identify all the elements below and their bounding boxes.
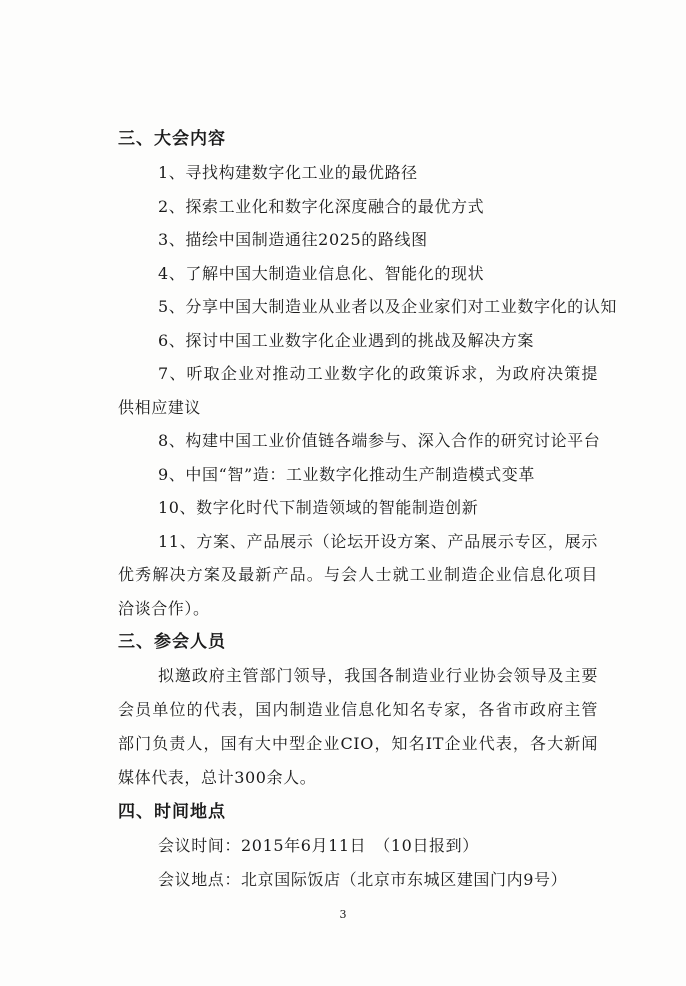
list-item: 1、寻找构建数字化工业的最优路径 [158,163,418,182]
list-item: 7、听取企业对推动工业数字化的政策诉求，为政府决策提供相应建议 [118,364,598,417]
page-number: 3 [339,908,347,921]
meeting-place-label: 会议地点： [158,870,242,889]
meeting-time-value: 2015年6月11日 [241,836,367,855]
meeting-place-line [118,863,598,897]
list-item: 6、探讨中国工业数字化企业遇到的挑战及解决方案 [158,330,534,350]
content-item-list [118,156,617,625]
attendees-paragraph: 拟邀政府主管部门领导，我国各制造业行业协会领导及主要会员单位的代表，国内制造业信息化知名专家，各省市政府主管部门负责人，国有大中型企业CIO，知名IT企业代表，各大新闻媒体代表，总计300余人。 [118,666,598,787]
meeting-time-note: （10日报到） [374,836,479,855]
list-item: 5、分享中国大制造业从业者以及企业家们对工业数字化的认知 [158,297,617,316]
meeting-time-label: 会议时间： [158,836,242,855]
list-item: 2、探索工业化和数字化深度融合的最优方式 [158,196,485,216]
section-heading-attendees: 三、参会人员 [118,632,226,652]
list-item: 9、中国“智”造：工业数字化推动生产制造模式变革 [158,464,535,484]
list-item: 8、构建中国工业价值链各端参与、深入合作的研究讨论平台 [158,431,601,450]
meeting-place-value: 北京国际饭店（北京市东城区建国门内9号） [241,870,568,889]
list-item: 11、方案、产品展示（论坛开设方案、产品展示专区，展示优秀解决方案及最新产品。与会人士就工业制造企业信息化项目洽谈合作）。 [118,531,598,618]
list-item: 4、了解中国大制造业信息化、智能化的现状 [158,263,485,283]
list-item: 10、数字化时代下制造领域的智能制造创新 [158,498,479,517]
section-heading-content: 三、大会内容 [118,129,226,149]
list-item: 3、描绘中国制造通往2025的路线图 [158,230,428,249]
page-content [118,122,617,897]
meeting-time-line [118,829,598,863]
section-heading-time-place: 四、时间地点 [118,802,226,822]
